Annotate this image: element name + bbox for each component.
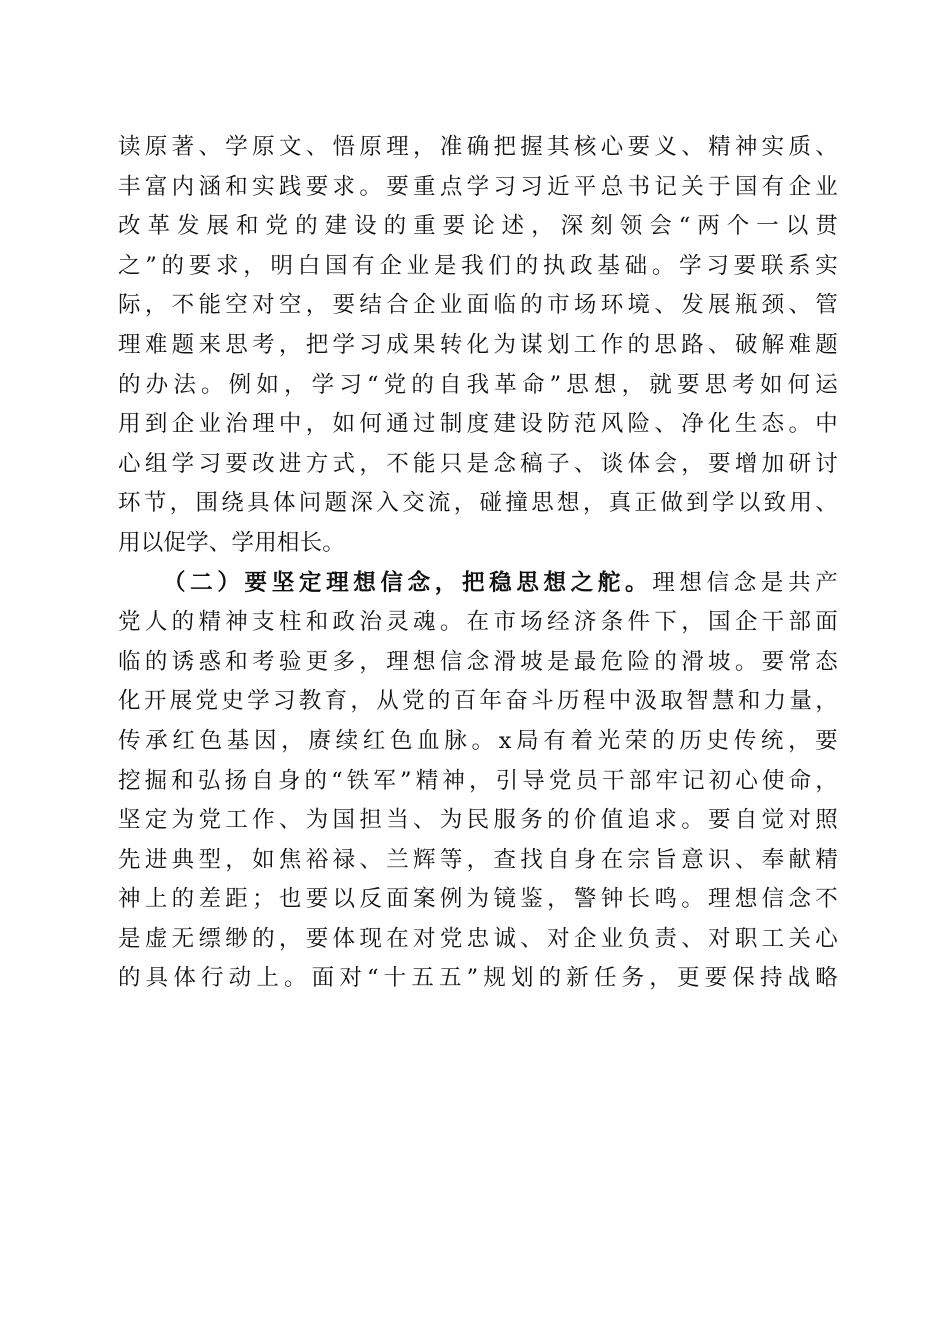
text-line: 改革发展和党的建设的重要论述，深刻领会“两个一以贯 xyxy=(118,213,838,240)
text-line: 读原著、学原文、悟原理，准确把握其核心要义、精神实质、 xyxy=(118,134,838,160)
section-heading: （二）要坚定理想信念，把稳思想之舵。 xyxy=(163,569,653,596)
text-line: 化开展党史学习教育，从党的百年奋斗历程中汲取智慧和力量， xyxy=(118,688,838,715)
text-line: 是虚无缥缈的，要体现在对党忠诚、对企业负责、对职工关心 xyxy=(118,925,838,952)
body-text xyxy=(118,128,838,999)
text-line: 挖掘和弘扬自身的“铁军”精神，引导党员干部牢记初心使命， xyxy=(118,767,838,794)
text-line: 的具体行动上。面对“十五五”规划的新任务，更要保持战略 xyxy=(118,965,838,992)
text-line: 心组学习要改进方式，不能只是念稿子、谈体会，要增加研讨 xyxy=(118,450,838,477)
text-line: 丰富内涵和实践要求。要重点学习习近平总书记关于国有企业 xyxy=(118,173,838,200)
text-line: 先进典型，如焦裕禄、兰辉等，查找自身在宗旨意识、奉献精 xyxy=(118,846,838,873)
paragraph-1 xyxy=(118,128,838,564)
text-line: 传承红色基因，赓续红色血脉。x局有着光荣的历史传统，要 xyxy=(118,727,838,754)
text-line: 理难题来思考，把学习成果转化为谋划工作的思路、破解难题 xyxy=(118,331,838,358)
text-line: 用以促学、学用相长。 xyxy=(118,529,346,556)
paragraph-2-first-line xyxy=(118,564,838,604)
text-line: 神上的差距；也要以反面案例为镜鉴，警钟长鸣。理想信念不 xyxy=(118,886,838,913)
text-line: 坚定为党工作、为国担当、为民服务的价值追求。要自觉对照 xyxy=(118,807,838,834)
paragraph-2 xyxy=(118,564,838,1000)
text-fragment: 理想信念是共产 xyxy=(652,569,838,596)
text-line: 党人的精神支柱和政治灵魂。在市场经济条件下，国企干部面 xyxy=(118,609,838,636)
text-line: 临的诱惑和考验更多，理想信念滑坡是最危险的滑坡。要常态 xyxy=(118,648,838,675)
text-line: 之”的要求，明白国有企业是我们的执政基础。学习要联系实 xyxy=(118,252,838,279)
text-line: 际，不能空对空，要结合企业面临的市场环境、发展瓶颈、管 xyxy=(118,292,838,319)
text-line: 的办法。例如，学习“党的自我革命”思想，就要思考如何运 xyxy=(118,371,838,398)
text-line: 环节，围绕具体问题深入交流，碰撞思想，真正做到学以致用、 xyxy=(118,490,838,517)
text-line: 用到企业治理中，如何通过制度建设防范风险、净化生态。中 xyxy=(118,411,838,438)
